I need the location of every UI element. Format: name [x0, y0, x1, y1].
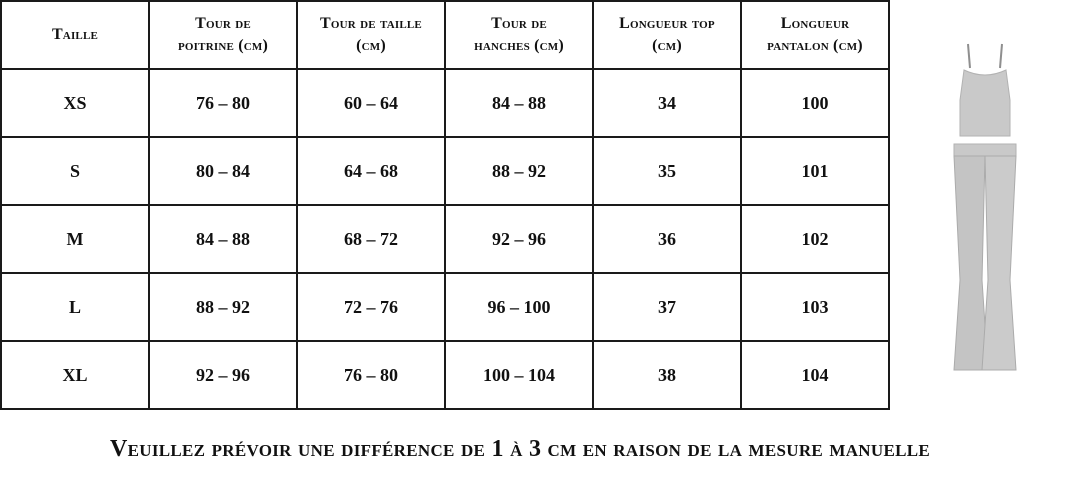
- header-line: Longueur top: [619, 15, 715, 32]
- product-image: [940, 40, 1030, 380]
- cell-hips: 92 – 96: [445, 205, 593, 273]
- cell-waist: 60 – 64: [297, 69, 445, 137]
- cell-chest: 88 – 92: [149, 273, 297, 341]
- header-line: (cm): [356, 37, 386, 54]
- header-chest: [149, 1, 297, 69]
- cell-size: L: [1, 273, 149, 341]
- cell-top-length: 38: [593, 341, 741, 409]
- cell-pants-length: 101: [741, 137, 889, 205]
- cell-pants-length: 100: [741, 69, 889, 137]
- cell-waist: 76 – 80: [297, 341, 445, 409]
- header-line: pantalon (cm): [767, 37, 863, 54]
- cell-chest: 80 – 84: [149, 137, 297, 205]
- grey-crop-top-and-flare-pants-icon: [940, 40, 1030, 380]
- cell-hips: 84 – 88: [445, 69, 593, 137]
- header-line: hanches (cm): [474, 37, 564, 54]
- cell-top-length: 35: [593, 137, 741, 205]
- cell-waist: 64 – 68: [297, 137, 445, 205]
- header-hips: [445, 1, 593, 69]
- cell-size: M: [1, 205, 149, 273]
- header-line: (cm): [652, 37, 682, 54]
- cell-pants-length: 103: [741, 273, 889, 341]
- cell-chest: 76 – 80: [149, 69, 297, 137]
- header-top-length: [593, 1, 741, 69]
- cell-hips: 96 – 100: [445, 273, 593, 341]
- cell-chest: 84 – 88: [149, 205, 297, 273]
- header-line: Longueur: [780, 15, 850, 32]
- table-row: [1, 341, 889, 409]
- cell-size: S: [1, 137, 149, 205]
- cell-top-length: 34: [593, 69, 741, 137]
- header-row: [1, 1, 889, 69]
- cell-waist: 72 – 76: [297, 273, 445, 341]
- cell-top-length: 36: [593, 205, 741, 273]
- header-line: Tour de: [491, 15, 547, 32]
- cell-size: XL: [1, 341, 149, 409]
- cell-top-length: 37: [593, 273, 741, 341]
- header-line: Tour de taille: [320, 15, 422, 32]
- header-pants-length: [741, 1, 889, 69]
- header-size: [1, 1, 149, 69]
- table-row: [1, 137, 889, 205]
- cell-waist: 68 – 72: [297, 205, 445, 273]
- table-row: [1, 273, 889, 341]
- table-row: [1, 69, 889, 137]
- table-row: [1, 205, 889, 273]
- header-waist: [297, 1, 445, 69]
- cell-hips: 100 – 104: [445, 341, 593, 409]
- header-line: poitrine (cm): [178, 37, 268, 54]
- cell-hips: 88 – 92: [445, 137, 593, 205]
- cell-size: XS: [1, 69, 149, 137]
- measurement-note: Veuillez prévoir une différence de 1 à 3 cm en raison de la mesure manuelle: [109, 436, 931, 462]
- cell-pants-length: 104: [741, 341, 889, 409]
- header-line: Taille: [51, 26, 99, 43]
- header-line: Tour de: [195, 15, 251, 32]
- cell-pants-length: 102: [741, 205, 889, 273]
- cell-chest: 92 – 96: [149, 341, 297, 409]
